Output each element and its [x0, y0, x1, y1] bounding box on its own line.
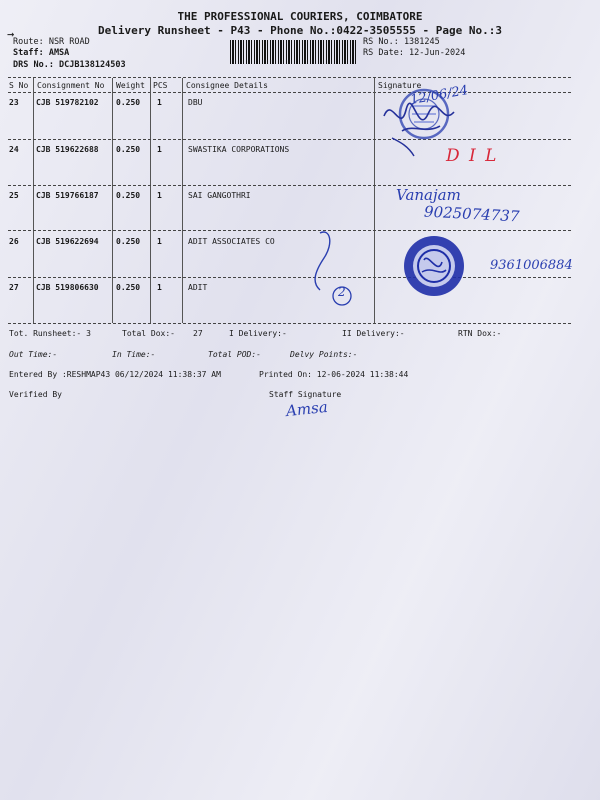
row27-handwritten-mark: 2 — [338, 285, 346, 299]
col-signature: Signature — [378, 81, 422, 90]
row25-handwritten-phone: 9025074737 — [423, 202, 520, 226]
company-stamp-icon — [404, 236, 464, 296]
col-consignment: Consignment No — [37, 81, 105, 90]
row26-handwritten-phone: 9361006884 — [490, 258, 573, 273]
row24-handwritten-note: D I L — [446, 146, 499, 166]
in-time: In Time:- — [112, 350, 156, 359]
table-vline — [150, 78, 151, 323]
row-consignment: CJB 519782102 — [36, 98, 99, 107]
total-runsheet: Tot. Runsheet:- 3 — [9, 329, 91, 338]
col-sno: S No — [9, 81, 29, 90]
row-sno: 26 — [9, 237, 19, 246]
row-consignee: ADIT ASSOCIATES CO — [188, 237, 275, 246]
staff-signature-handwriting: Amsa — [285, 397, 329, 421]
row-weight: 0.250 — [116, 283, 141, 292]
delvy-points: Delvy Points:- — [290, 350, 358, 359]
total-dox-label: Total Dox:- — [122, 329, 175, 338]
row-pcs: 1 — [157, 191, 162, 200]
row-sno: 27 — [9, 283, 19, 292]
drs-number: DRS No.: DCJB138124503 — [13, 60, 126, 70]
entered-by: Entered By :RESHMAP43 06/12/2024 11:38:37 AM — [9, 370, 221, 379]
i-delivery: I Delivery:- — [229, 329, 287, 338]
rs-number: RS No.: 1381245 — [363, 37, 440, 47]
runsheet-subtitle: Delivery Runsheet - P43 - Phone No.:0422-3505555 - Page No.:3 — [98, 24, 502, 37]
route-text: Route: NSR ROAD — [13, 37, 90, 47]
row-pcs: 1 — [157, 145, 162, 154]
row-consignment: CJB 519806630 — [36, 283, 99, 292]
rtn-dox: RTN Dox:- — [458, 329, 502, 338]
row-consignee: DBU — [188, 98, 203, 107]
verified-by: Verified By — [9, 390, 62, 399]
printed-on: Printed On: 12-06-2024 11:38:44 — [259, 370, 409, 379]
barcode — [230, 40, 356, 64]
col-pcs: PCS — [153, 81, 168, 90]
row27-scribble-icon — [300, 228, 360, 318]
row-weight: 0.250 — [116, 237, 141, 246]
row-consignment: CJB 519622688 — [36, 145, 99, 154]
ii-delivery: II Delivery:- — [342, 329, 405, 338]
row25-handwritten-name: Vanajam — [396, 186, 461, 204]
row-pcs: 1 — [157, 283, 162, 292]
total-dox-value: 27 — [193, 329, 203, 338]
row-consignment: CJB 519766187 — [36, 191, 99, 200]
row-pcs: 1 — [157, 98, 162, 107]
row-sno: 25 — [9, 191, 19, 200]
row-sno: 24 — [9, 145, 19, 154]
row-sno: 23 — [9, 98, 19, 107]
arrow-mark-icon: → — [7, 27, 15, 41]
row-weight: 0.250 — [116, 145, 141, 154]
table-vline — [182, 78, 183, 323]
row-weight: 0.250 — [116, 98, 141, 107]
row-consignee: SAI GANGOTHRI — [188, 191, 251, 200]
row-consignment: CJB 519622694 — [36, 237, 99, 246]
row-weight: 0.250 — [116, 191, 141, 200]
row-consignee: SWASTIKA CORPORATIONS — [188, 145, 290, 154]
company-title: THE PROFESSIONAL COURIERS, COIMBATORE — [177, 10, 423, 23]
staff-signature-label: Staff Signature — [269, 390, 342, 399]
row-pcs: 1 — [157, 237, 162, 246]
col-weight: Weight — [116, 81, 145, 90]
table-vline — [112, 78, 113, 323]
col-consignee: Consignee Details — [186, 81, 268, 90]
row-consignee: ADIT — [188, 283, 208, 292]
table-vline — [33, 78, 34, 323]
total-pod: Total POD:- — [208, 350, 261, 359]
rs-date: RS Date: 12-Jun-2024 — [363, 48, 466, 58]
out-time: Out Time:- — [9, 350, 58, 359]
row23-handwritten-date: 12/06/24 — [409, 83, 470, 108]
staff-text: Staff: AMSA — [13, 48, 70, 58]
